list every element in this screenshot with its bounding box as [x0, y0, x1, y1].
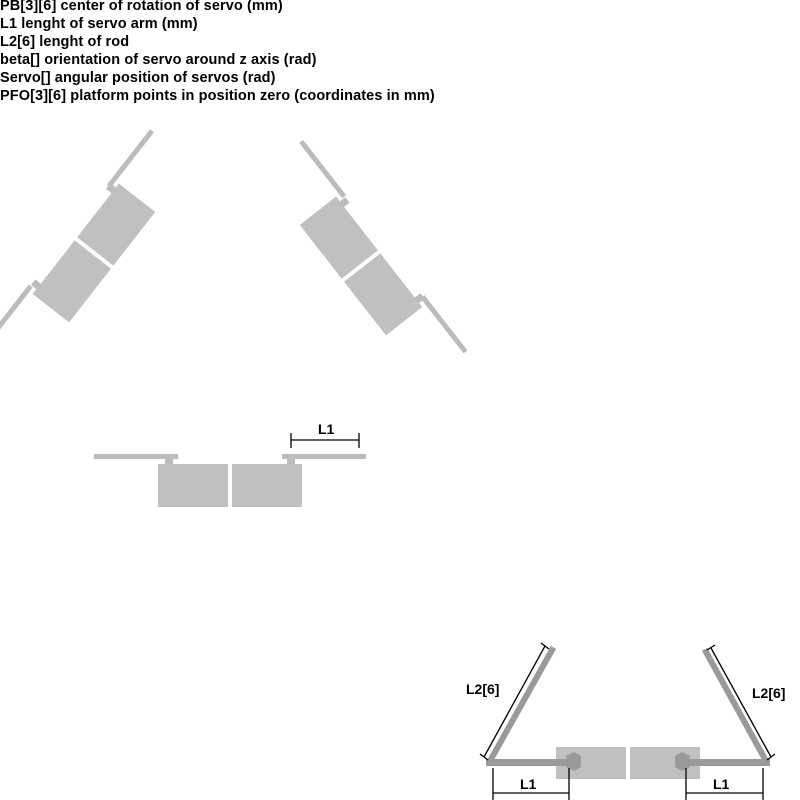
side-view [466, 643, 785, 800]
legend-item-pfo: PFO[3][6] platform points in position zero (coordinates in mm) [0, 88, 435, 104]
l2-label-left: L2[6] [466, 681, 500, 697]
servo-body [158, 464, 228, 507]
servo-pair-right [260, 140, 468, 384]
servo-arm [420, 295, 467, 353]
l2-label-right: L2[6] [752, 685, 786, 701]
servo-hub [165, 458, 173, 465]
servo-hub [287, 458, 295, 465]
l1-label-right: L1 [713, 776, 730, 792]
legend-item-servo: Servo[] angular position of servos (rad) [0, 70, 276, 86]
servo-arm [299, 140, 346, 198]
legend-item-l1: L1 lenght of servo arm (mm) [0, 16, 198, 32]
servo-arm [0, 285, 33, 343]
servo-body [232, 464, 302, 507]
servo-arm [682, 759, 770, 766]
l1-label: L1 [318, 421, 335, 437]
rod-right [706, 652, 766, 761]
rod-left [490, 650, 552, 761]
legend-item-beta: beta[] orientation of servo around z axis (rad) [0, 52, 317, 68]
servo-arm [107, 129, 154, 187]
l1-dimension-top [291, 421, 359, 448]
servo-pair-bottom [94, 454, 366, 507]
servo-arm [486, 759, 573, 766]
servo-pair-left [0, 129, 193, 373]
legend-item-l2: L2[6] lenght of rod [0, 34, 130, 50]
l1-label-left: L1 [520, 776, 537, 792]
legend-item-pb: PB[3][6] center of rotation of servo (mm) [0, 0, 283, 14]
